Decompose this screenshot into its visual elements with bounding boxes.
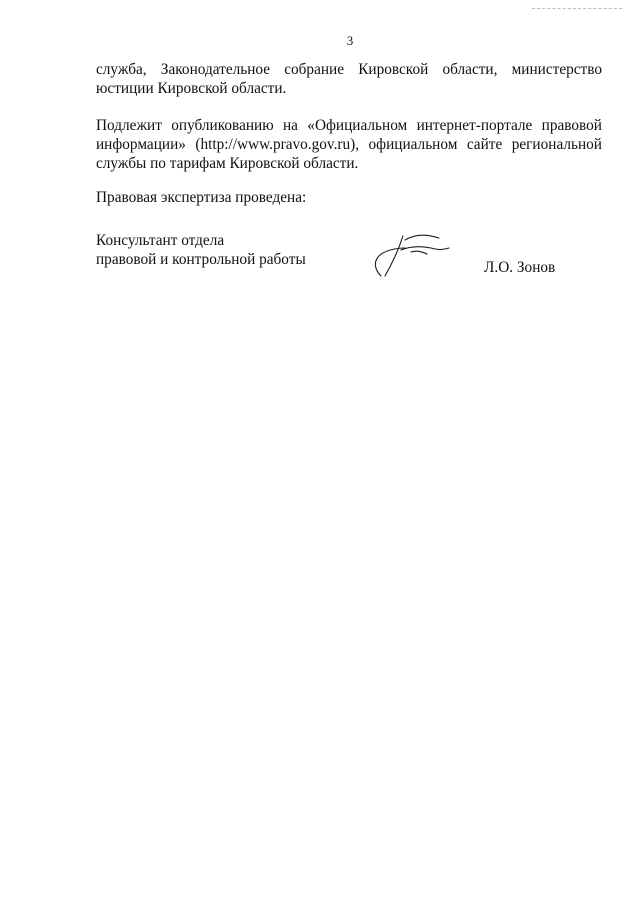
page-number: 3 (346, 33, 354, 48)
signatory-name: Л.О. Зонов (484, 259, 556, 276)
paragraph-publication: Подлежит опубликованию на «Официальном интернет-портале правовой информации» (http://www.pravo.gov.ru), официальном сайте региональной службы по тарифам Кировской области. (96, 117, 602, 172)
header-corner-mark (532, 0, 622, 9)
handwritten-signature (365, 226, 455, 286)
signatory-title (96, 231, 306, 269)
signatory-title-line-1: Консультант отдела (96, 232, 225, 249)
paragraph-legal-review: Правовая экспертиза проведена: (96, 189, 307, 206)
paragraph-recipients: служба, Законодательное собрание Кировской области, министерство юстиции Кировской области. (96, 61, 602, 97)
signatory-title-line-2: правовой и контрольной работы (96, 251, 306, 268)
